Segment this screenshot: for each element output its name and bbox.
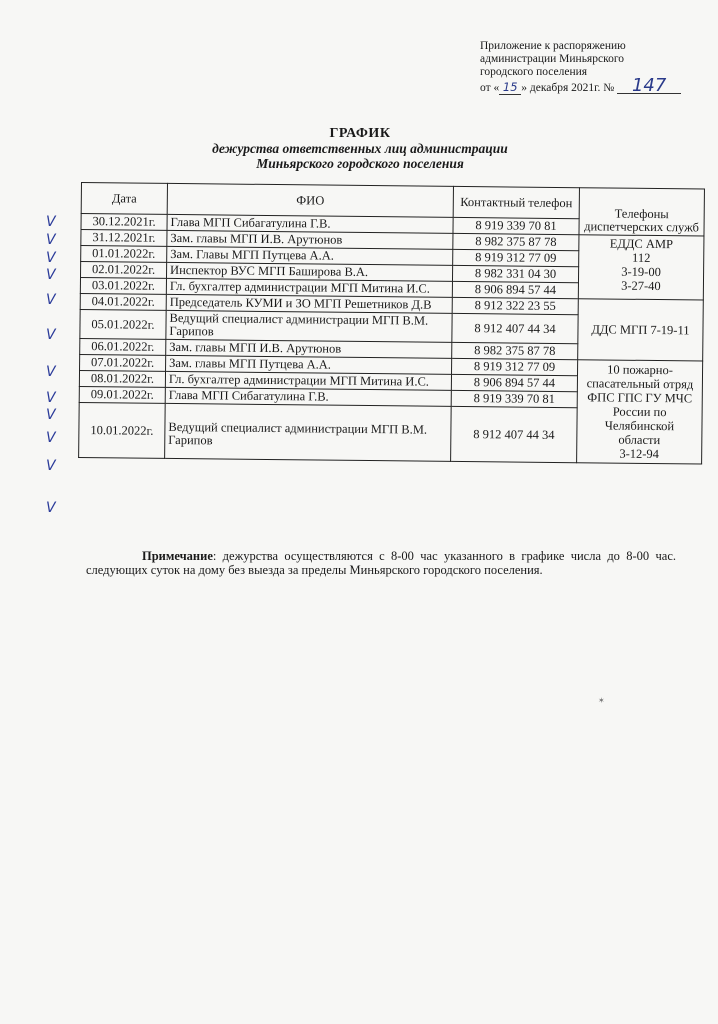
check-mark-icon: V [46, 267, 56, 283]
fire-line-6: области [618, 432, 661, 448]
cell-phone: 8 982 375 87 78 [452, 342, 578, 359]
fire-line-4: России по [612, 404, 667, 420]
cell-fio: Глава МГП Сибагатулина Г.В. [167, 214, 453, 233]
header-phone: Контактный телефон [453, 186, 579, 218]
fire-line-1: 10 пожарно- [607, 362, 674, 378]
appendix-header [480, 40, 695, 95]
handwritten-day: 15 [499, 81, 521, 95]
cell-phone: 8 919 312 77 09 [453, 249, 579, 266]
check-mark-icon: V [46, 407, 56, 423]
header-fio: ФИО [167, 183, 453, 217]
check-mark-icon: V [46, 327, 56, 343]
title-line-1: ГРАФИК [329, 126, 391, 141]
cell-fio: Глава МГП Сибагатулина Г.В. [165, 387, 451, 406]
check-mark-icon: V [46, 458, 56, 474]
cell-date: 30.12.2021г. [81, 214, 167, 231]
check-mark-icon: V [46, 250, 56, 266]
fire-phone: 3-12-94 [619, 446, 660, 462]
cell-phone: 8 919 312 77 09 [452, 358, 578, 375]
cell-phone: 8 982 375 87 78 [453, 233, 579, 250]
cell-phone: 8 919 339 70 81 [451, 390, 577, 407]
fire-line-3: ФПС ГПС ГУ МЧС [587, 390, 693, 406]
cell-dds: ДДС МГП 7-19-11 [578, 299, 704, 361]
cell-phone: 8 982 331 04 30 [452, 265, 578, 282]
cell-fire-service [577, 360, 703, 464]
cell-date: 02.01.2022г. [80, 262, 166, 279]
appendix-line-1: Приложение к распоряжению [480, 40, 626, 52]
header-services: Телефоны диспетчерских служб [579, 188, 704, 236]
appendix-date-line [480, 75, 695, 96]
cell-date: 03.01.2022г. [80, 278, 166, 295]
handwritten-number: 147 [617, 79, 681, 94]
cell-fio: Инспектор ВУС МГП Баширова В.А. [166, 262, 452, 281]
edds-phone-3: 3-27-40 [621, 278, 661, 294]
cell-fio: Зам. главы МГП Путцева А.А. [166, 355, 452, 374]
title-line-3: Миньярского городского поселения [256, 156, 464, 171]
check-mark-icon: V [46, 292, 56, 308]
check-mark-icon: V [46, 500, 56, 516]
cell-fio: Гл. бухгалтер администрации МГП Митина И.С. [165, 371, 451, 390]
date-suffix: » декабря 2021г. № [521, 82, 615, 94]
edds-phone-2: 3-19-00 [621, 264, 661, 280]
check-mark-icon: V [46, 390, 56, 406]
header-date: Дата [81, 183, 167, 215]
cell-fio: Гл. бухгалтер администрации МГП Митина И.С. [166, 278, 452, 297]
appendix-line-2: администрации Миньярского [480, 53, 625, 65]
cell-fio: Зам. Главы МГП Путцева А.А. [167, 246, 453, 265]
cell-fio: Ведущий специалист администрации МГП В.М. Гарипов [166, 310, 452, 342]
scan-speck: ✶ [598, 696, 605, 705]
cell-edds [578, 235, 704, 300]
cell-phone: 8 906 894 57 44 [452, 281, 578, 298]
cell-date: 07.01.2022г. [80, 354, 166, 371]
cell-fio: Зам. главы МГП И.В. Арутюнов [166, 339, 452, 358]
cell-fio: Ведущий специалист администрации МГП В.М. Гарипов [165, 403, 452, 461]
note-text: : дежурства осуществляются с 8-00 час указанного в графике числа до 8-00 час. следующих суток на дому без выезда за пределы Миньярского городского поселения. [86, 549, 676, 577]
cell-date: 10.01.2022г. [79, 402, 166, 458]
check-mark-icon: V [46, 430, 56, 446]
cell-phone: 8 919 339 70 81 [453, 217, 579, 234]
document-title [120, 126, 600, 171]
cell-phone: 8 906 894 57 44 [451, 374, 577, 391]
date-prefix: от « [480, 82, 500, 94]
edds-phone-1: 112 [632, 250, 651, 265]
check-mark-icon: V [46, 214, 56, 230]
cell-date: 09.01.2022г. [79, 386, 165, 403]
cell-phone: 8 912 407 44 34 [451, 406, 578, 462]
cell-date: 31.12.2021г. [81, 230, 167, 247]
cell-fio: Председатель КУМИ и ЗО МГП Решетников Д.В [166, 294, 452, 313]
cell-fio: Зам. главы МГП И.В. Арутюнов [167, 230, 453, 249]
cell-date: 04.01.2022г. [80, 293, 166, 310]
appendix-line-3: городского поселения [480, 66, 588, 78]
title-line-2: дежурства ответственных лиц администрации [212, 141, 508, 156]
cell-date: 06.01.2022г. [80, 338, 166, 355]
cell-date: 08.01.2022г. [79, 370, 165, 387]
note-label: Примечание [142, 549, 213, 563]
fire-line-5: Челябинской [604, 418, 675, 434]
cell-date: 01.01.2022г. [81, 246, 167, 263]
check-mark-icon: V [46, 232, 56, 248]
cell-phone: 8 912 322 23 55 [452, 297, 578, 314]
fire-line-2: спасательный отряд [586, 376, 694, 392]
note-paragraph [86, 550, 676, 577]
duty-schedule-table [78, 182, 705, 465]
cell-phone: 8 912 407 44 34 [452, 313, 578, 343]
cell-date: 05.01.2022г. [80, 309, 166, 339]
check-mark-icon: V [46, 364, 56, 380]
edds-name: ЕДДС АМР [609, 236, 674, 252]
